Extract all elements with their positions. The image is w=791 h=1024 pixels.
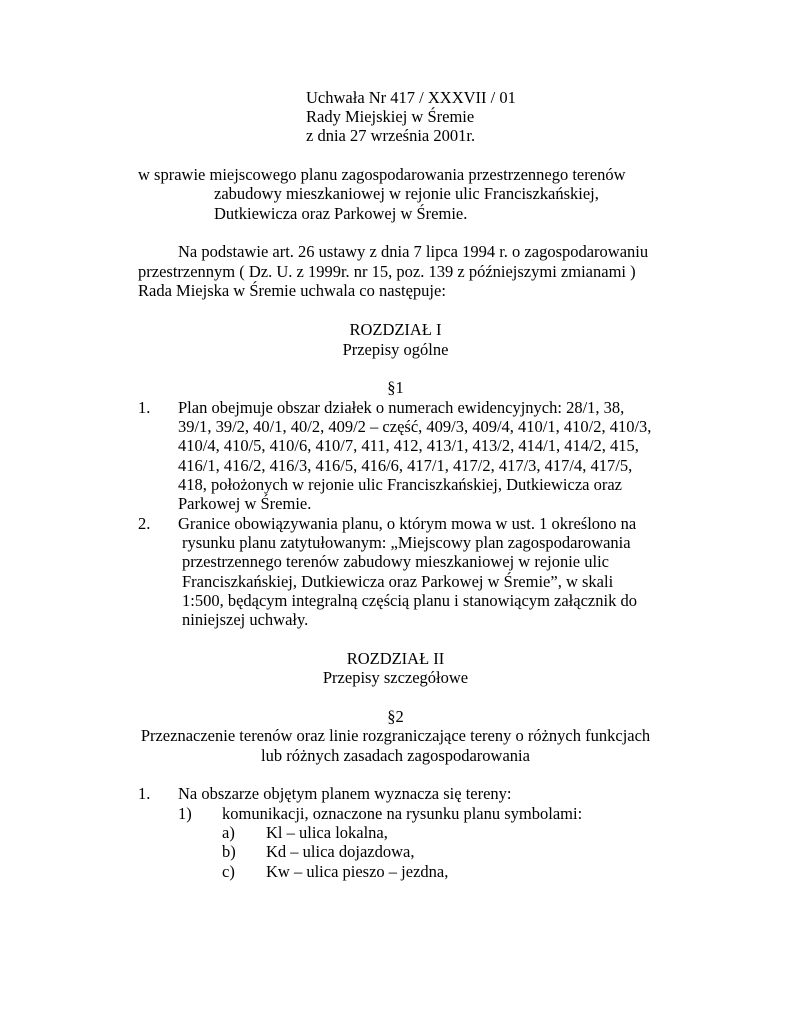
item-2-line-2: rysunku planu zatytułowanym: „Miejscowy plan zagospodarowania <box>182 533 631 552</box>
section-2-heading: §2 <box>387 707 404 726</box>
item-number: 1. <box>138 398 151 417</box>
council-name: Rady Miejskiej w Śremie <box>306 107 475 126</box>
sub-item-1-text: komunikacji, oznaczone na rysunku planu symbolami: <box>222 804 583 823</box>
item-1-line-1: Plan obejmuje obszar działek o numerach ewidencyjnych: 28/1, 38, <box>178 398 625 417</box>
section-1-heading: §1 <box>387 378 404 397</box>
chapter-1-title: ROZDZIAŁ I <box>349 320 442 339</box>
sub-item-number: 1) <box>178 804 192 823</box>
item-1-line-6: Parkowej w Śremie. <box>178 494 312 513</box>
letter-item-marker: a) <box>222 823 235 842</box>
item-2-line-6: niniejszej uchwały. <box>182 610 309 629</box>
section-2-title-line-2: lub różnych zasadach zagospodarowania <box>261 746 530 765</box>
chapter-2-title: ROZDZIAŁ II <box>346 649 445 668</box>
subject-line-2: zabudowy mieszkaniowej w rejonie ulic Franciszkańskiej, <box>214 184 599 203</box>
item-number: 1. <box>138 784 151 803</box>
item-2-line-4: Franciszkańskiej, Dutkiewicza oraz Parkowej w Śremie”, w skali <box>182 572 614 591</box>
letter-item-marker: b) <box>222 842 236 861</box>
letter-item-b-text: Kd – ulica dojazdowa, <box>266 842 415 861</box>
section-2-item-1-text: Na obszarze objętym planem wyznacza się tereny: <box>178 784 512 803</box>
resolution-date: z dnia 27 września 2001r. <box>306 126 476 145</box>
item-1-line-3: 410/4, 410/5, 410/6, 410/7, 411, 412, 413/1, 413/2, 414/1, 414/2, 415, <box>178 436 639 455</box>
chapter-2-subtitle: Przepisy szczegółowe <box>322 668 469 687</box>
letter-item-a-text: Kl – ulica lokalna, <box>266 823 388 842</box>
preamble-line-3: Rada Miejska w Śremie uchwala co następuje: <box>138 281 446 300</box>
section-2-title-line-1: Przeznaczenie terenów oraz linie rozgraniczające tereny o różnych funkcjach <box>140 726 651 745</box>
letter-item-c-text: Kw – ulica pieszo – jezdna, <box>266 862 449 881</box>
chapter-1-subtitle: Przepisy ogólne <box>342 340 449 359</box>
item-1-line-2: 39/1, 39/2, 40/1, 40/2, 409/2 – część, 409/3, 409/4, 410/1, 410/2, 410/3, <box>178 417 652 436</box>
letter-item-marker: c) <box>222 862 235 881</box>
item-number: 2. <box>138 514 151 533</box>
item-1-line-5: 418, położonych w rejonie ulic Franciszkańskiej, Dutkiewicza oraz <box>178 475 622 494</box>
item-2-line-5: 1:500, będącym integralną częścią planu i stanowiącym załącznik do <box>182 591 637 610</box>
item-1-line-4: 416/1, 416/2, 416/3, 416/5, 416/6, 417/1, 417/2, 417/3, 417/4, 417/5, <box>178 456 633 475</box>
subject-line-3: Dutkiewicza oraz Parkowej w Śremie. <box>214 204 468 223</box>
subject-line-1: w sprawie miejscowego planu zagospodarowania przestrzennego terenów <box>138 165 626 184</box>
item-2-line-3: przestrzennego terenów zabudowy mieszkaniowej w rejonie ulic <box>182 552 610 571</box>
resolution-number: Uchwała Nr 417 / XXXVII / 01 <box>306 88 516 107</box>
preamble-line-1: Na podstawie art. 26 ustawy z dnia 7 lipca 1994 r. o zagospodarowaniu <box>178 242 649 261</box>
item-2-line-1: Granice obowiązywania planu, o którym mowa w ust. 1 określono na <box>178 514 637 533</box>
preamble-line-2: przestrzennym ( Dz. U. z 1999r. nr 15, poz. 139 z późniejszymi zmianami ) <box>138 262 636 281</box>
